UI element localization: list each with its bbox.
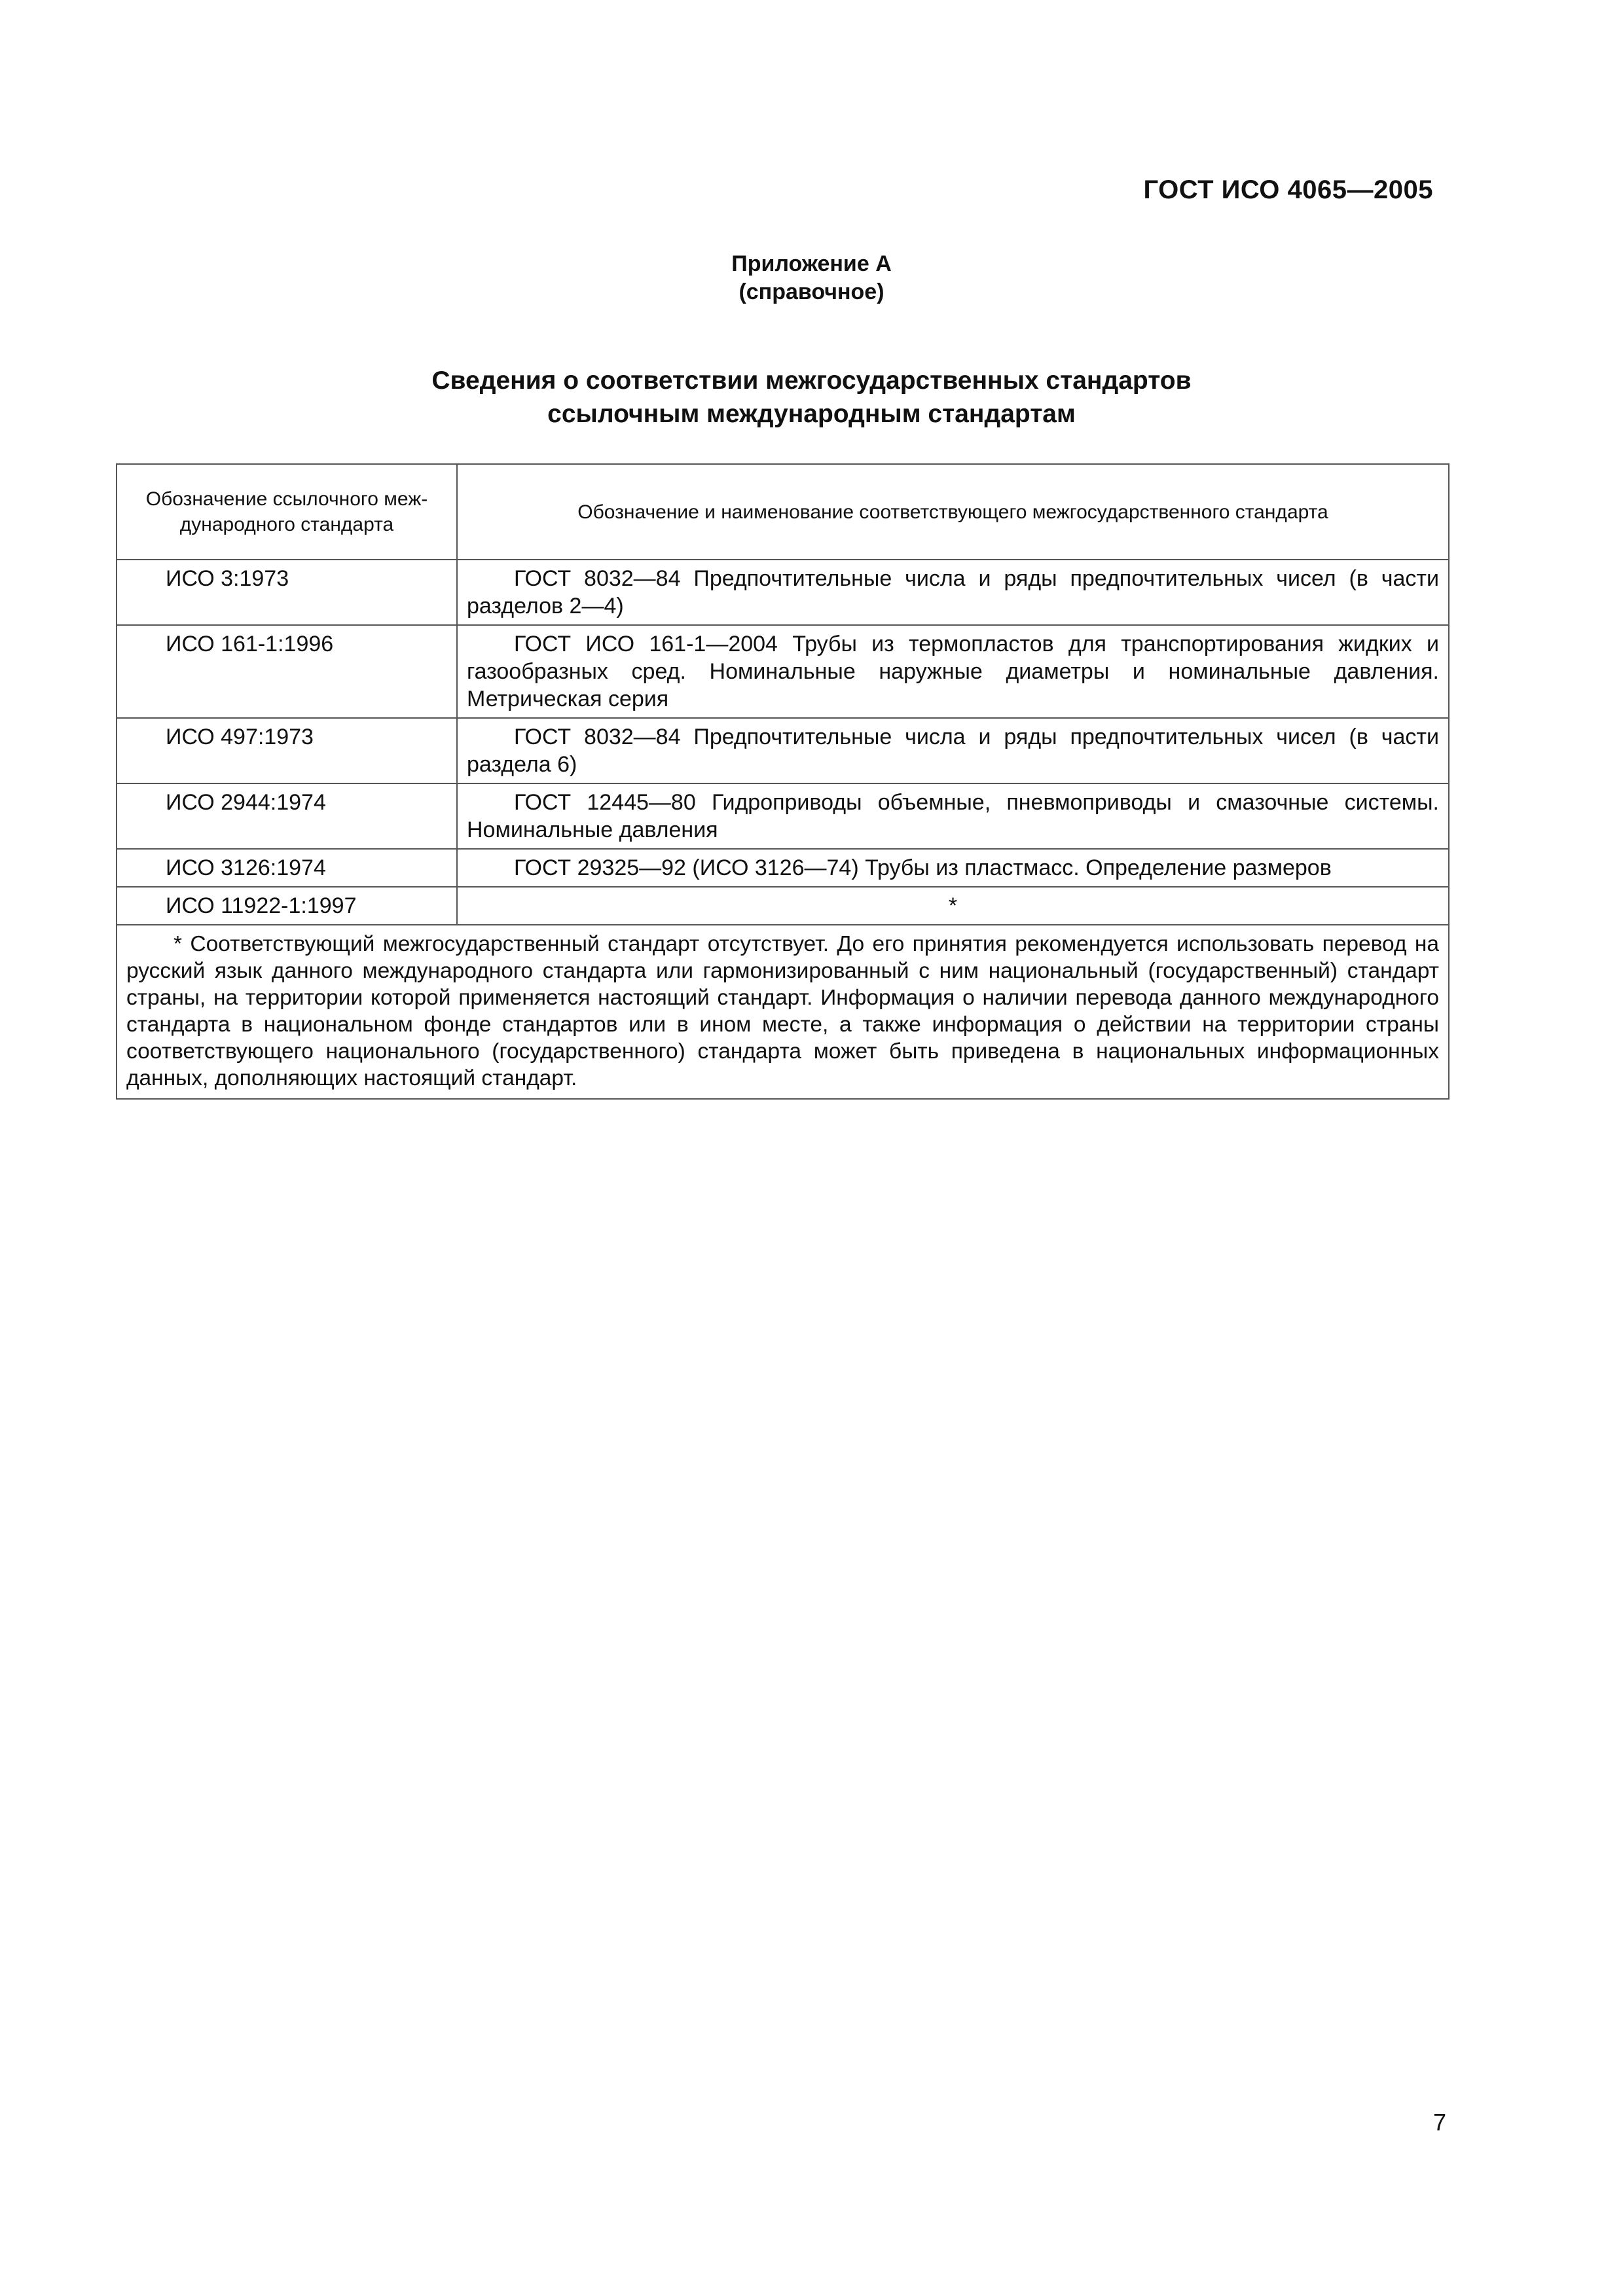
table-row	[117, 718, 1449, 783]
iso-cell: ИСО 3126:1974	[117, 849, 457, 887]
gost-cell: ГОСТ 8032—84 Предпочтительные числа и ряды предпочтительных чисел (в части разделов 2—4)	[457, 560, 1449, 625]
annex-title-line-2: ссылочным международным стандартам	[547, 400, 1076, 428]
correspondence-table	[116, 463, 1450, 1100]
table-footnote-row	[117, 925, 1449, 1099]
table-row	[117, 560, 1449, 625]
iso-cell: ИСО 3:1973	[117, 560, 457, 625]
header-gost-designation: Обозначение и наименование соответствующего межгосударственного стандарта	[457, 464, 1449, 560]
table-row	[117, 625, 1449, 718]
annex-label: Приложение А	[731, 251, 892, 276]
table-footnote: * Соответствующий межгосударственный стандарт отсутствует. До его принятия рекомендуется использовать перевод на русский язык данного международного стандарта или гармонизированный с ним национальный (государственный) стандарт страны, на территории которой применяется настоящий стандарт. Информация о наличии перевода данного международного стандарта в национальном фонде стандартов или в ином месте, а также информация о действии на территории страны соответствующего национального (государственного) стандарта может быть приведена в национальных информационных данных, дополняющих настоящий стандарт.	[117, 925, 1449, 1099]
iso-cell: ИСО 2944:1974	[117, 783, 457, 849]
annex-heading	[0, 250, 1623, 306]
table-row	[117, 849, 1449, 887]
header-iso-designation: Обозначение ссылочного меж-дународного стандарта	[117, 464, 457, 560]
gost-cell: ГОСТ 12445—80 Гидроприводы объемные, пневмоприводы и смазочные системы. Номинальные давления	[457, 783, 1449, 849]
gost-cell: ГОСТ 8032—84 Предпочтительные числа и ряды предпочтительных чисел (в части раздела 6)	[457, 718, 1449, 783]
annex-type: (справочное)	[739, 279, 884, 304]
iso-cell: ИСО 161-1:1996	[117, 625, 457, 718]
gost-cell: ГОСТ ИСО 161-1—2004 Трубы из термопластов для транспортирования жидких и газообразных сред. Номинальные наружные диаметры и номинальные давления. Метрическая серия	[457, 625, 1449, 718]
iso-cell: ИСО 497:1973	[117, 718, 457, 783]
document-code: ГОСТ ИСО 4065—2005	[1143, 175, 1433, 204]
table-header-row	[117, 464, 1449, 560]
gost-cell: *	[457, 887, 1449, 925]
table-row	[117, 887, 1449, 925]
table-row	[117, 783, 1449, 849]
iso-cell: ИСО 11922-1:1997	[117, 887, 457, 925]
gost-cell: ГОСТ 29325—92 (ИСО 3126—74) Трубы из пластмасс. Определение размеров	[457, 849, 1449, 887]
annex-title-line-1: Сведения о соответствии межгосударственных стандартов	[431, 367, 1192, 395]
annex-title	[0, 364, 1623, 431]
page-number: 7	[1432, 2109, 1446, 2136]
